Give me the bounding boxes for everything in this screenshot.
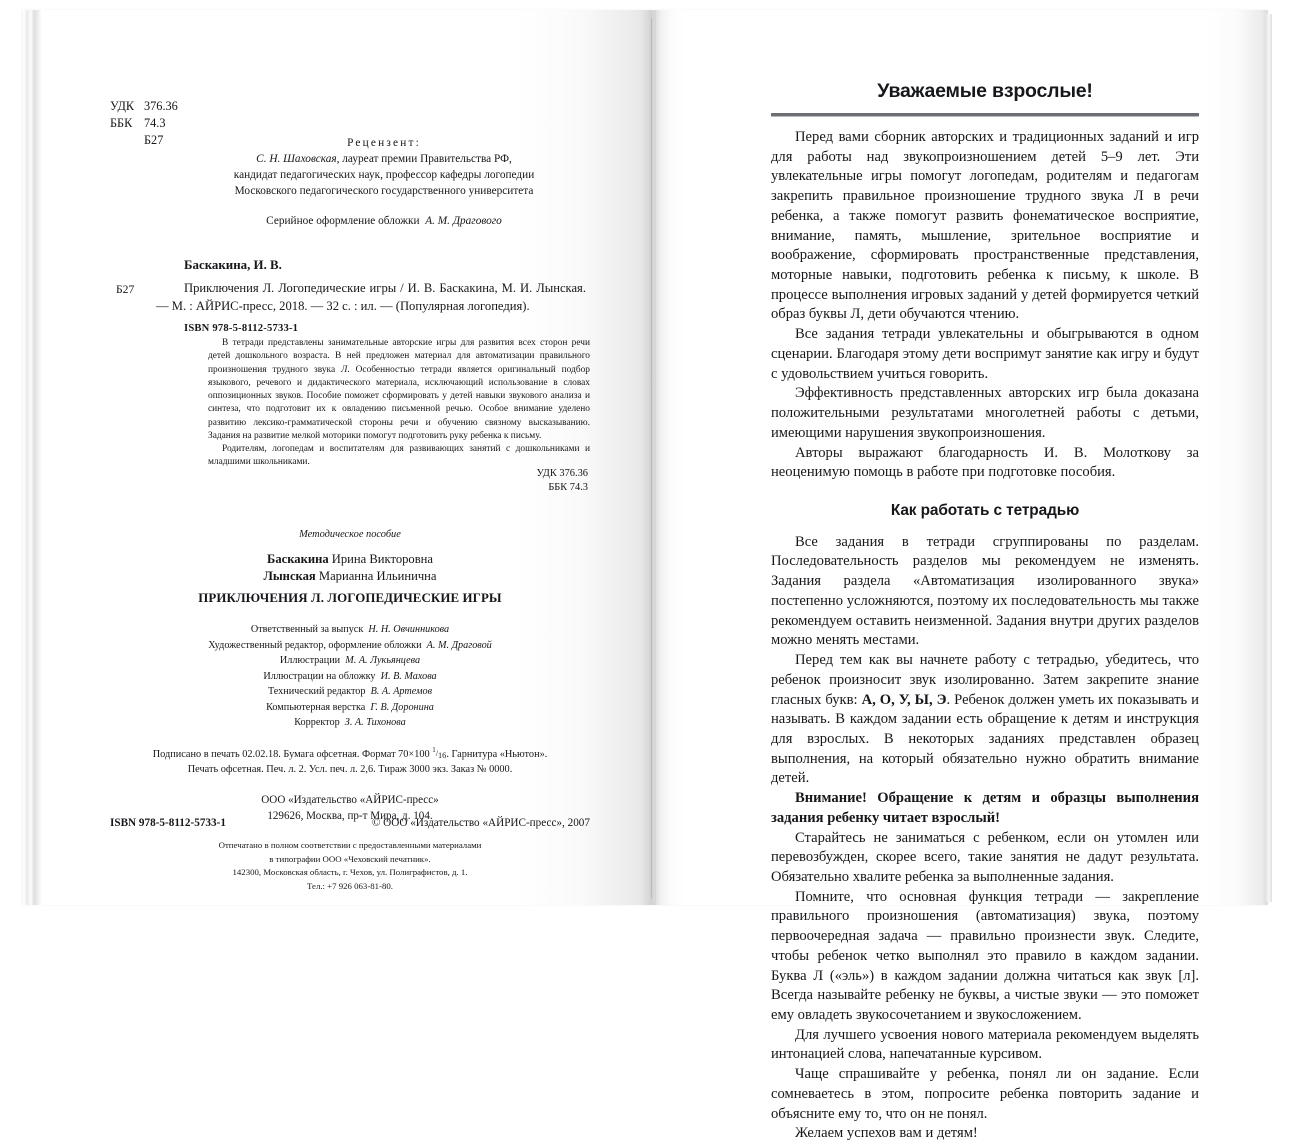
paragraph: Эффективность представленных авторских игр была доказана положительными результатами многолетней работы с детьми, имеющими нарушения звукопроизношения. (771, 385, 1199, 441)
credit-row (110, 622, 590, 638)
paragraph-vowels (771, 651, 1199, 789)
udk-footer-line-2: ББК 74.3 (548, 482, 588, 494)
credit-row (110, 669, 590, 685)
credit-name: И. В. Махова (380, 670, 437, 682)
credit-role: Компьютерная верстка (266, 701, 366, 713)
tech-line-1-a: Подписано в печать 02.02.18. Бумага офсетная. Формат 70×100 (152, 748, 433, 760)
printer-line-1: Отпечатано в полном соответствии с предоставленными материалами (218, 839, 482, 850)
attention-text: Внимание! Обращение к детям и образцы выполнения задания ребенку читает взрослый! (771, 790, 1199, 826)
paragraph: Авторы выражают благодарность И. В. Молоткову за неоценимую помощь в работе при подготовке пособия. (771, 444, 1199, 481)
paragraph: Для лучшего усвоения нового материала рекомендуем выделять интонацией слова, напечатанные курсивом. (771, 1026, 1199, 1063)
reviewer-line-3: Московского педагогического государственного университета (234, 185, 534, 198)
imprint-author-2 (110, 568, 590, 585)
udk-footer-line-1: УДК 376.36 (536, 468, 588, 479)
udk-row-2 (110, 115, 178, 132)
paragraph: Чаще спрашивайте у ребенка, понял ли он задание. Если сомневаетесь в этом, попросите ребенка повторить задание и объясните ему то, что он не понял. (771, 1066, 1199, 1122)
credit-row (110, 700, 590, 716)
paragraph: Все задания тетради увлекательны и обыгрываются в одном сценарии. Благодаря этому дети воспримут занятие как игру и будут с удовольствием учиться говорить. (771, 326, 1199, 382)
isbn-top: ISBN 978-5-8112-5733-1 (184, 323, 299, 334)
fraction-denominator: 16 (438, 750, 447, 760)
publication-kind: Методическое пособие (299, 529, 401, 540)
reviewer-line-2: кандидат педагогических наук, профессор кафедры логопедии (233, 169, 535, 182)
title-rule (771, 113, 1199, 116)
credit-role: Художественный редактор, оформление обложки (208, 639, 422, 651)
credit-name: Г. В. Доронина (370, 701, 434, 713)
paragraph: Все задания в тетради сгруппированы по разделам. Последовательность разделов мы рекомендуем не изменять. Задания раздела «Автоматизация изолированного звука» постепенно усложняются, поэтому их последовательность мы также рекомендуем оставить неизменной. Задания внутри других разделов можно менять местами. (771, 533, 1199, 649)
cover-design-credit (180, 214, 588, 229)
publisher-name: ООО «Издательство «АЙРИС-пресс» (261, 793, 439, 806)
annotation-part-b: . Особенностью тетради является оригинальный подбор языкового, речевого и дидактического материала, исключающий использование в словах оппозиционных звуков. Пособие поможет сформировать у детей навыки звукового анализа и синтеза, что подготовит их к овладению письменной речью. Особое внимание уделено развитию лексико-грамматической стороны речи и обучению связному высказыванию. Задания на развитие мелкой моторики помогут подготовить руку ребенка к письму. (208, 364, 590, 441)
tech-line-1-b: . Гарнитура «Ньютон». (446, 748, 548, 760)
author-heading: Баскакина, И. В. (184, 258, 282, 272)
udk-label: УДК (110, 99, 135, 113)
left-page (22, 10, 656, 905)
credits-list (110, 622, 590, 731)
right-page (656, 10, 1268, 1142)
credit-row (110, 684, 590, 700)
annotation-part-a: В тетради представлены занимательные авторские игры для развития всех сторон речи детей дошкольного возраста. В ней предложен материал для автоматизации правильного произношения трудного звука (208, 338, 590, 375)
annotation-paragraph-1 (208, 337, 590, 443)
credit-name: З. А. Тихонова (344, 717, 406, 729)
credit-name: В. А. Артемов (370, 686, 433, 698)
printer-phone: Тел.: +7 926 063-81-80. (307, 880, 393, 891)
annotation-block (208, 337, 590, 470)
biblio-record (110, 280, 590, 316)
credit-role: Иллюстрации (279, 655, 341, 667)
book-code: Б27 (144, 132, 164, 147)
paragraph: Перед вами сборник авторских и традиционных заданий и игр для работы над звукопроизношением детей 5–9 лет. Эти увлекательные игры помогут логопедам, родителям и педагогам закрепить правильное произношение трудного звука Л в речи ребенка, а также помогут развить фонематическое восприятие, внимание, память, мышление, зрительное восприятие и воображение, сформировать пространственные представления, моторные навыки, подготовить ребенка к письму, к школе. В процессе выполнения игровых заданий у детей формируется четкий образ буквы Л, дети обучаются чтению. (771, 129, 1199, 323)
imprint-author-1-rest: Ирина Викторовна (328, 551, 433, 566)
tech-line-1 (110, 746, 590, 762)
paragraph: Старайтесь не заниматься с ребенком, если он утомлен или перевозбужден, скорее всего, такие занятия не дадут результата. Обязательно хвалите ребенка за выполненные задания. (771, 829, 1199, 885)
annotation-paragraph-2: Родителям, логопедам и воспитателям для развивающих занятий с дошкольниками и младшими школьниками. (208, 444, 590, 468)
page-edge-right (1266, 14, 1272, 902)
format-fraction: $^1/_{16}$ (432, 746, 447, 760)
imprint-author-2-rest: Марианна Ильинична (315, 568, 437, 583)
credit-role: Технический редактор (267, 686, 366, 698)
printer-block (110, 839, 590, 894)
copyright-footer: © ООО «Издательство «АЙРИС-пресс», 2007 (371, 817, 590, 829)
biblio-text: Приключения Л. Логопедические игры / И. В. Баскакина, М. И. Лынская. — М. : АЙРИС-пресс, 2018. — 32 с. : ил. — (Популярная логопедия). (156, 281, 586, 313)
reviewer-block (180, 135, 588, 199)
body-text (771, 128, 1199, 1144)
publisher-address: 129626, Москва, пр-т Мира, д. 104. (267, 810, 433, 823)
paragraph-closing: Желаем успехов вам и детям! (795, 1125, 978, 1142)
imprint-author-2-last: Лынская (263, 568, 316, 583)
credit-name: М. А. Лукьянцева (345, 655, 421, 667)
printer-line-2: в типографии ООО «Чеховский печатник». (269, 853, 431, 864)
cover-design-name: А. М. Драгового (425, 215, 502, 227)
credit-role: Иллюстрации на обложку (263, 670, 376, 682)
credit-row (110, 653, 590, 669)
spine-line (651, 18, 652, 898)
vowels-part-b: . Ребенок должен уметь их показывать и называть. В каждом задании есть обращение к детям и инструкция для взрослых. В некоторых заданиях представлен образец выполнения, на который обязательно нужно обратить внимание детей. (771, 691, 1199, 787)
credit-role: Корректор (294, 717, 340, 729)
paragraph-attention (771, 789, 1199, 828)
imprint-author-1 (110, 551, 590, 568)
bbk-label: ББК (110, 115, 133, 130)
credit-role: Ответственный за выпуск (250, 624, 364, 636)
tech-line-2: Печать офсетная. Печ. л. 2. Усл. печ. л. 2,6. Тираж 3000 экз. Заказ № 0000. (187, 764, 513, 776)
reviewer-name-line (180, 151, 588, 167)
reviewer-name: С. Н. Шаховская, (256, 153, 340, 166)
page-title: Уважаемые взрослые! (877, 80, 1093, 102)
udk-footer (108, 467, 588, 495)
isbn-footer: ISBN 978-5-8112-5733-1 (110, 817, 226, 829)
bbk-value: 74.3 (144, 115, 166, 130)
credit-name: Н. Н. Овчинникова (368, 624, 450, 636)
credit-row (110, 638, 590, 654)
imprint-title: ПРИКЛЮЧЕНИЯ Л. ЛОГОПЕДИЧЕСКИЕ ИГРЫ (198, 591, 502, 606)
udk-row-1 (110, 98, 178, 115)
reviewer-name-rest: лауреат премии Правительства РФ, (339, 153, 512, 166)
reviewer-caption: Рецензент: (347, 137, 421, 149)
vowel-letters: А, О, У, Ы, Э (861, 691, 947, 708)
imprint-author-1-last: Баскакина (267, 551, 329, 566)
credit-name: А. М. Драговой (426, 639, 492, 651)
credit-row (110, 715, 590, 731)
fraction-numerator: 1 (432, 746, 436, 754)
imprint-block (110, 528, 590, 893)
udk-value: 376.36 (144, 99, 178, 113)
section-heading: Как работать с тетрадью (890, 501, 1080, 519)
biblio-code: Б27 (116, 283, 135, 296)
cover-design-label: Серийное оформление обложки (266, 215, 420, 227)
paragraph: Помните, что основная функция тетради — закрепление правильного произношения (автоматизация) звука, поэтому первоочередная задача — правильно произнести звук. Следите, чтобы ребенок четко выполнял это правило в каждом задании. Буква Л («эль») в каждом задании должна читаться как звук [л]. Всегда называйте ребенку не буквы, а чистые звуки — это поможет ему овладеть звукосочетанием и звукосложением. (771, 888, 1199, 1024)
udk-row-3 (110, 132, 178, 149)
annotation-letter-l: Л (341, 364, 348, 375)
vowels-part-a: Перед тем как вы начнете работу с тетрадью, убедитесь, что ребенок произносит звук изолированно. Затем закрепите знание гласных букв: (771, 652, 1199, 708)
technical-info (110, 746, 590, 778)
printer-line-3: 142300, Московская область, г. Чехов, ул. Полиграфистов, д. 1. (232, 867, 468, 878)
udk-block (110, 98, 178, 149)
